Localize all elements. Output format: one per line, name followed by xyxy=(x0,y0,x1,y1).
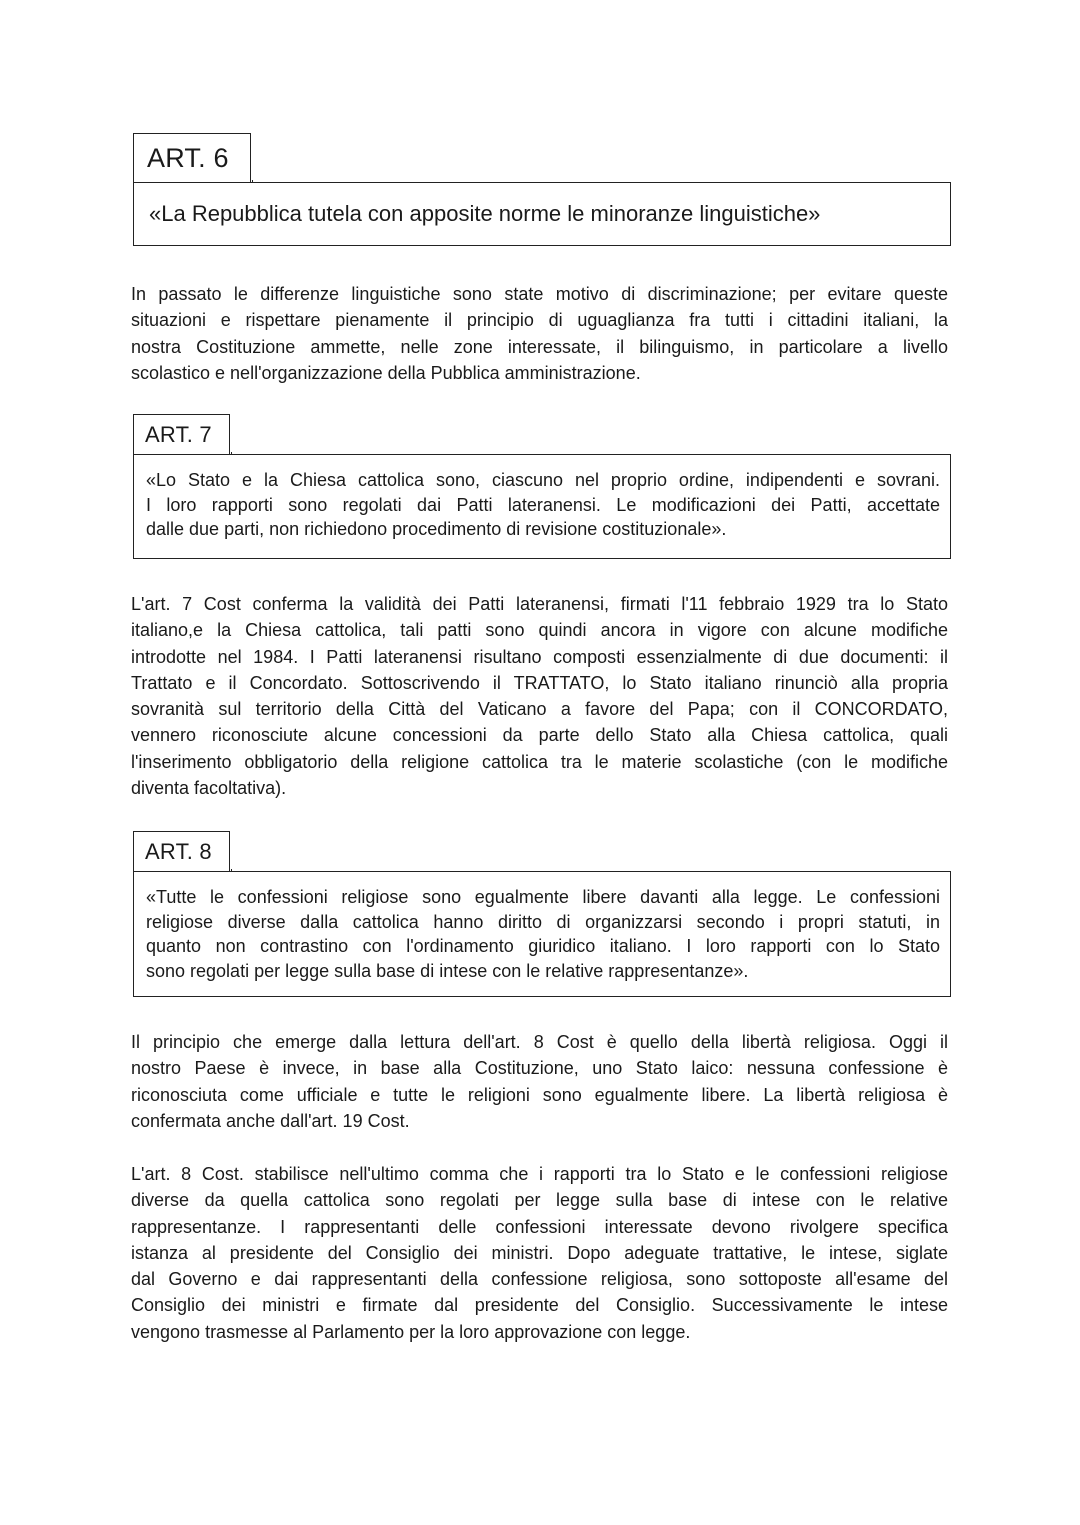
text-line: L'art. 8 Cost. stabilisce nell'ultimo comma che i rapporti tra lo Stato e le confessioni religiose xyxy=(131,1164,948,1184)
text-line: dal Governo e dai rappresentanti della confessione religiosa, sono sottoposte all'esame del xyxy=(131,1269,948,1290)
article-7-quote xyxy=(134,455,950,542)
article-6-quote-box xyxy=(133,182,951,246)
text-line: vennero riconosciute alcune concessioni da parte dello Stato alla Chiesa cattolica, quali xyxy=(131,725,948,746)
paragraph-patti-lateranensi xyxy=(131,591,948,801)
text-line: nostro Paese è invece, in base alla Costituzione, uno Stato laico: nessuna confessione è xyxy=(131,1058,948,1079)
article-6-label: ART. 6 xyxy=(133,133,251,183)
text-line: L'art. 7 Cost conferma la validità dei Patti lateranensi, firmati l'11 febbraio 1929 tra lo Stato xyxy=(131,594,948,614)
paragraph-intese xyxy=(131,1161,948,1345)
text-line: istanza al presidente del Consiglio dei ministri. Dopo adeguate trattative, le intese, siglate xyxy=(131,1242,948,1263)
paragraph-liberta-religiosa xyxy=(131,1029,948,1134)
quote-line: dalle due parti, non richiedono procedimento di revisione costituzionale». xyxy=(146,519,727,539)
article-8-quote xyxy=(134,872,950,983)
article-7-quote-box xyxy=(133,454,951,559)
text-line: diventa facoltativa). xyxy=(131,778,287,799)
text-line: introdotte nel 1984. I Patti lateranensi risultano composti essenzialmente di due documenti: il xyxy=(131,646,948,667)
article-8-label: ART. 8 xyxy=(133,831,230,872)
quote-line: «Tutte le confessioni religiose sono egualmente libere davanti alla legge. Le confessioni xyxy=(146,887,940,907)
text-line: nostra Costituzione ammette, nelle zone interessate, il bilinguismo, in particolare a livello xyxy=(131,336,948,357)
text-line: riconosciuta come ufficiale e tutte le religioni sono egualmente libere. La libertà religiosa è xyxy=(131,1084,948,1105)
text-line: situazioni e rispettare pienamente il principio di uguaglianza fra tutti i cittadini italiani, la xyxy=(131,310,948,331)
article-6-quote xyxy=(134,183,950,227)
quote-line: «La Repubblica tutela con apposite norme le minoranze linguistiche» xyxy=(149,201,821,226)
text-line: sovranità sul territorio della Città del Vaticano a favore del Papa; con il CONCORDATO, xyxy=(131,699,948,720)
text-line: vengono trasmesse al Parlamento per la loro approvazione con legge. xyxy=(131,1321,691,1342)
text-line: Consiglio dei ministri e firmate dal presidente del Consiglio. Successivamente le intese xyxy=(131,1295,948,1316)
quote-line: I loro rapporti sono regolati dai Patti lateranensi. Le modificazioni dei Patti, accettate xyxy=(146,494,940,515)
text-line: rappresentanze. I rappresentanti delle confessioni interessate devono rivolgere specifica xyxy=(131,1216,948,1237)
text-line: Il principio che emerge dalla lettura dell'art. 8 Cost è quello della libertà religiosa. Oggi il xyxy=(131,1032,948,1052)
text-line: Trattato e il Concordato. Sottoscrivendo il TRATTATO, lo Stato italiano rinunciò alla propria xyxy=(131,672,948,693)
text-line: diverse da quella cattolica sono regolati per legge sulla base di intese con le relative xyxy=(131,1190,948,1211)
text-line: In passato le differenze linguistiche sono state motivo di discriminazione; per evitare queste xyxy=(131,284,948,304)
quote-line: sono regolati per legge sulla base di intese con le relative rappresentanze». xyxy=(146,960,749,981)
text-line: l'inserimento obbligatorio della religione cattolica tra le materie scolastiche (con le modifiche xyxy=(131,751,948,772)
text-line: italiano,e la Chiesa cattolica, tali patti sono quindi ancora in vigore con alcune modifiche xyxy=(131,620,948,641)
article-7-label: ART. 7 xyxy=(133,414,230,455)
quote-line: «Lo Stato e la Chiesa cattolica sono, ciascuno nel proprio ordine, indipendenti e sovrani. xyxy=(146,470,940,490)
quote-line: quanto non contrastino con l'ordinamento giuridico italiano. I loro rapporti con lo Stato xyxy=(146,936,940,956)
paragraph-bilinguismo xyxy=(131,281,948,386)
quote-line: religiose diverse dalla cattolica hanno diritto di organizzarsi secondo i propri statuti, in xyxy=(146,911,940,932)
text-line: confermata anche dall'art. 19 Cost. xyxy=(131,1110,410,1131)
article-8-quote-box xyxy=(133,871,951,997)
text-line: scolastico e nell'organizzazione della Pubblica amministrazione. xyxy=(131,362,641,383)
